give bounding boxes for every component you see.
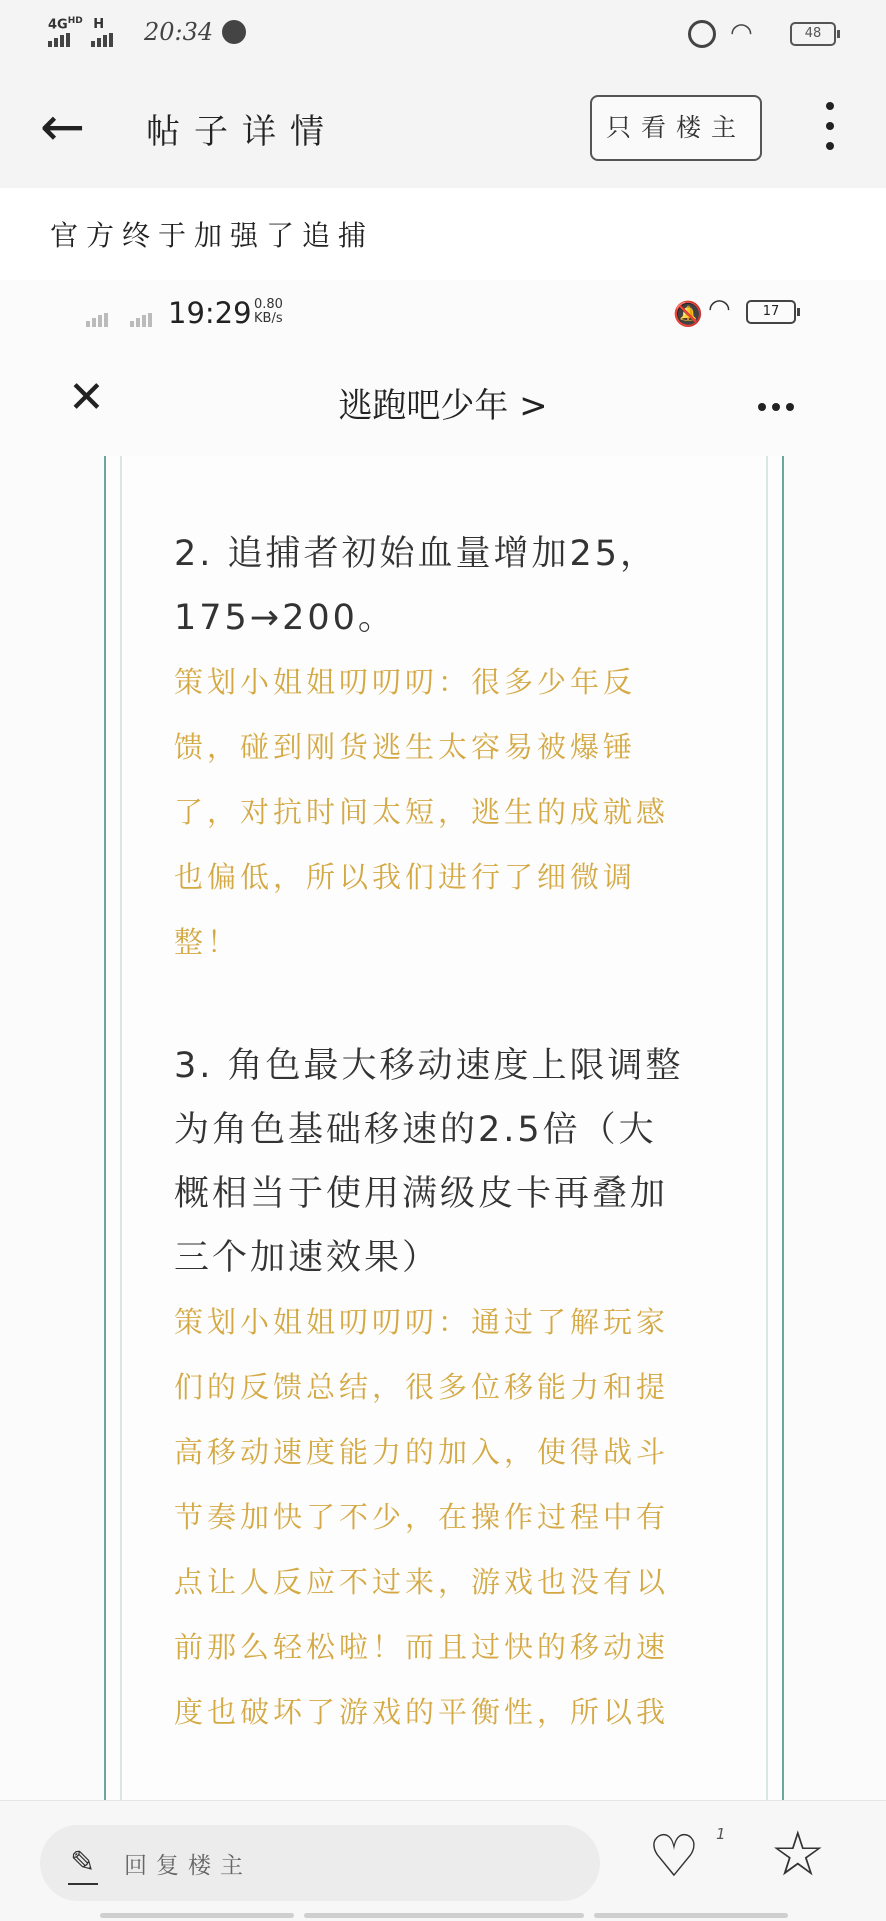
text-line: 节奏加快了不少，在操作过程中有 <box>174 1500 670 1534</box>
embedded-title: 逃跑吧少年 > <box>338 386 548 426</box>
embedded-net-speed <box>254 298 283 326</box>
bell-muted-icon: 🔕 <box>673 300 703 328</box>
top-header <box>0 70 886 188</box>
pencil-icon: ✎ <box>70 1845 96 1880</box>
text-line: 整！ <box>174 925 241 959</box>
embedded-speed-value: 0.80 <box>254 297 283 312</box>
close-icon: ✕ <box>68 372 105 423</box>
signal-bars-icon <box>48 32 115 47</box>
text-line: 了，对抗时间太短，逃生的成就感 <box>174 795 670 829</box>
embedded-wifi-icon: ◠ <box>708 294 731 324</box>
status-time: 20:34 <box>144 18 214 46</box>
item-3-text <box>174 1034 774 1290</box>
text-line: 们的反馈总结，很多位移能力和提 <box>174 1370 670 1404</box>
like-count: 1 <box>716 1825 726 1843</box>
globe-icon <box>222 20 246 44</box>
reply-input[interactable] <box>40 1825 600 1901</box>
note-3-text <box>174 1290 774 1745</box>
text-line: 为角色基础移速的2.5倍（大 <box>174 1110 657 1150</box>
network-label: 4G <box>48 17 68 33</box>
bottom-bar <box>0 1800 886 1921</box>
heart-icon[interactable]: ♡ <box>648 1822 700 1890</box>
post-text: 官方终于加强了追捕 <box>50 219 375 252</box>
battery-indicator: 48 <box>790 22 836 46</box>
text-line: 175→200。 <box>174 598 396 638</box>
text-line: 2. 追捕者初始血量增加25， <box>174 534 659 574</box>
article-frame <box>104 456 784 1800</box>
more-horizontal-icon <box>758 396 800 415</box>
text-line: 3. 角色最大移动速度上限调整 <box>174 1046 684 1086</box>
status-bar <box>0 0 886 70</box>
text-line: 前那么轻松啦！而且过快的移动速 <box>174 1630 670 1664</box>
embedded-speed-unit: KB/s <box>254 311 283 326</box>
text-line: 馈，碰到刚货逃生太容易被爆锤 <box>174 730 637 764</box>
more-vertical-icon[interactable] <box>826 102 834 162</box>
text-line: 也偏低，所以我们进行了细微调 <box>174 860 637 894</box>
text-line: 策划小姐姐叨叨叨：很多少年反 <box>174 665 637 699</box>
wifi-icon: ◠ <box>730 18 753 48</box>
text-line: 度也破坏了游戏的平衡性，所以我 <box>174 1695 670 1729</box>
item-2-text <box>174 522 774 650</box>
note-2-text <box>174 650 774 975</box>
only-op-button[interactable]: 只看楼主 <box>590 95 762 161</box>
page-title: 帖子详情 <box>146 112 338 152</box>
home-indicator <box>0 1913 886 1919</box>
signal-indicator <box>48 16 104 32</box>
text-line: 三个加速效果） <box>174 1238 441 1278</box>
back-arrow-icon[interactable]: ← <box>40 95 86 158</box>
text-line: 高移动速度能力的加入，使得战斗 <box>174 1435 670 1469</box>
embedded-signal-icon <box>86 308 154 327</box>
embedded-battery: 17 <box>746 300 796 324</box>
network2-label: H <box>93 17 105 33</box>
reply-placeholder: 回复楼主 <box>124 1853 252 1879</box>
text-line: 概相当于使用满级皮卡再叠加 <box>174 1174 669 1214</box>
text-line: 策划小姐姐叨叨叨：通过了解玩家 <box>174 1305 670 1339</box>
post-image[interactable] <box>0 280 886 1800</box>
network-sup: HD <box>67 16 83 26</box>
embedded-time: 19:29 <box>168 296 252 330</box>
text-line: 点让人反应不过来，游戏也没有以 <box>174 1565 670 1599</box>
alarm-icon <box>688 20 716 48</box>
star-icon[interactable]: ☆ <box>770 1817 826 1890</box>
pencil-underline <box>68 1883 98 1885</box>
